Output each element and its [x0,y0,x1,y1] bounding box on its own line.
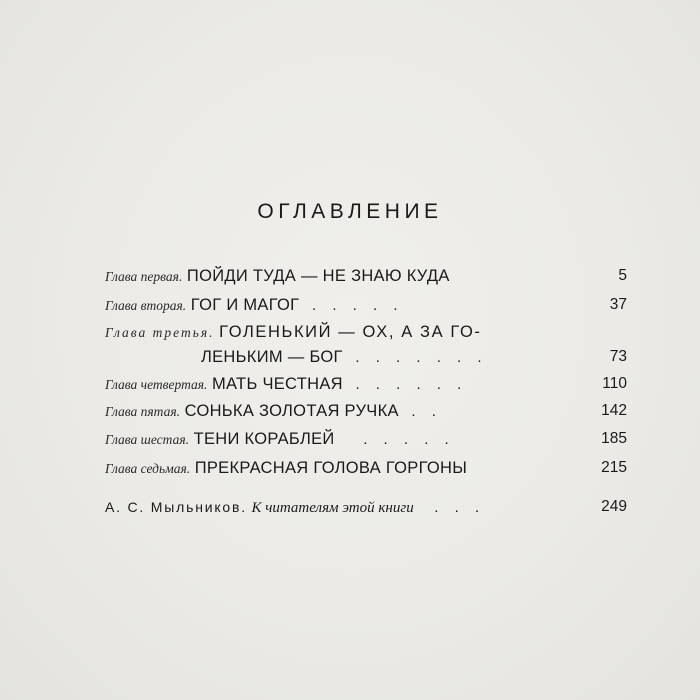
chapter-label: Глава шестая. [105,432,189,447]
chapter-label: Глава седьмая. [105,461,191,476]
chapter-label: Глава четвертая. [105,377,208,392]
page-number: 142 [601,402,627,419]
chapter-title: ГОГ И МАГОГ [190,296,300,314]
leader-dots: . . . . . . . [355,349,488,366]
page-number: 110 [602,375,627,392]
leader-dots: . . . [434,499,486,516]
toc-entry-chapter-7 [105,456,627,480]
chapter-title: МАТЬ ЧЕСТНАЯ [212,375,343,393]
page-title: ОГЛАВЛЕНИЕ [257,200,443,223]
toc-entry-chapter-5 [105,399,627,423]
afterword-author: А. С. Мыльников. [105,499,247,515]
chapter-label: Глава третья. [105,325,215,340]
page-number: 249 [601,498,627,515]
leader-dots: . . [411,403,442,420]
leader-dots: . . . . . [312,297,404,314]
toc-entry-chapter-3 [105,320,577,344]
toc-entry-chapter-1 [105,264,627,288]
page-number: 215 [601,459,627,476]
toc-entry-chapter-3-continued [105,345,627,369]
chapter-title: ГОЛЕНЬКИЙ — ОХ, А ЗА ГО- [219,323,482,341]
chapter-title: ПРЕКРАСНАЯ ГОЛОВА ГОРГОНЫ [194,459,468,477]
chapter-title: ТЕНИ КОРАБЛЕЙ [193,430,335,448]
toc-entry-chapter-4 [105,372,627,396]
chapter-title: ЛЕНЬКИМ — БОГ [201,348,343,366]
page-number: 73 [609,348,627,365]
chapter-title: СОНЬКА ЗОЛОТАЯ РУЧКА [184,402,399,420]
chapter-label: Глава вторая. [105,298,187,313]
toc-entry-afterword [105,495,627,519]
leader-dots: . . . . . [363,431,455,448]
chapter-title: ПОЙДИ ТУДА — НЕ ЗНАЮ КУДА [186,267,450,285]
leader-dots: . . . . . . [355,376,468,393]
toc-entry-chapter-6 [105,427,627,451]
toc-entry-chapter-2 [105,293,627,317]
page-number: 185 [601,430,627,447]
chapter-label: Глава пятая. [105,404,180,419]
chapter-label: Глава первая. [105,269,183,284]
page-number: 37 [609,296,627,313]
page-number: 5 [618,267,627,284]
afterword-title: К читателям этой книги [251,500,414,516]
